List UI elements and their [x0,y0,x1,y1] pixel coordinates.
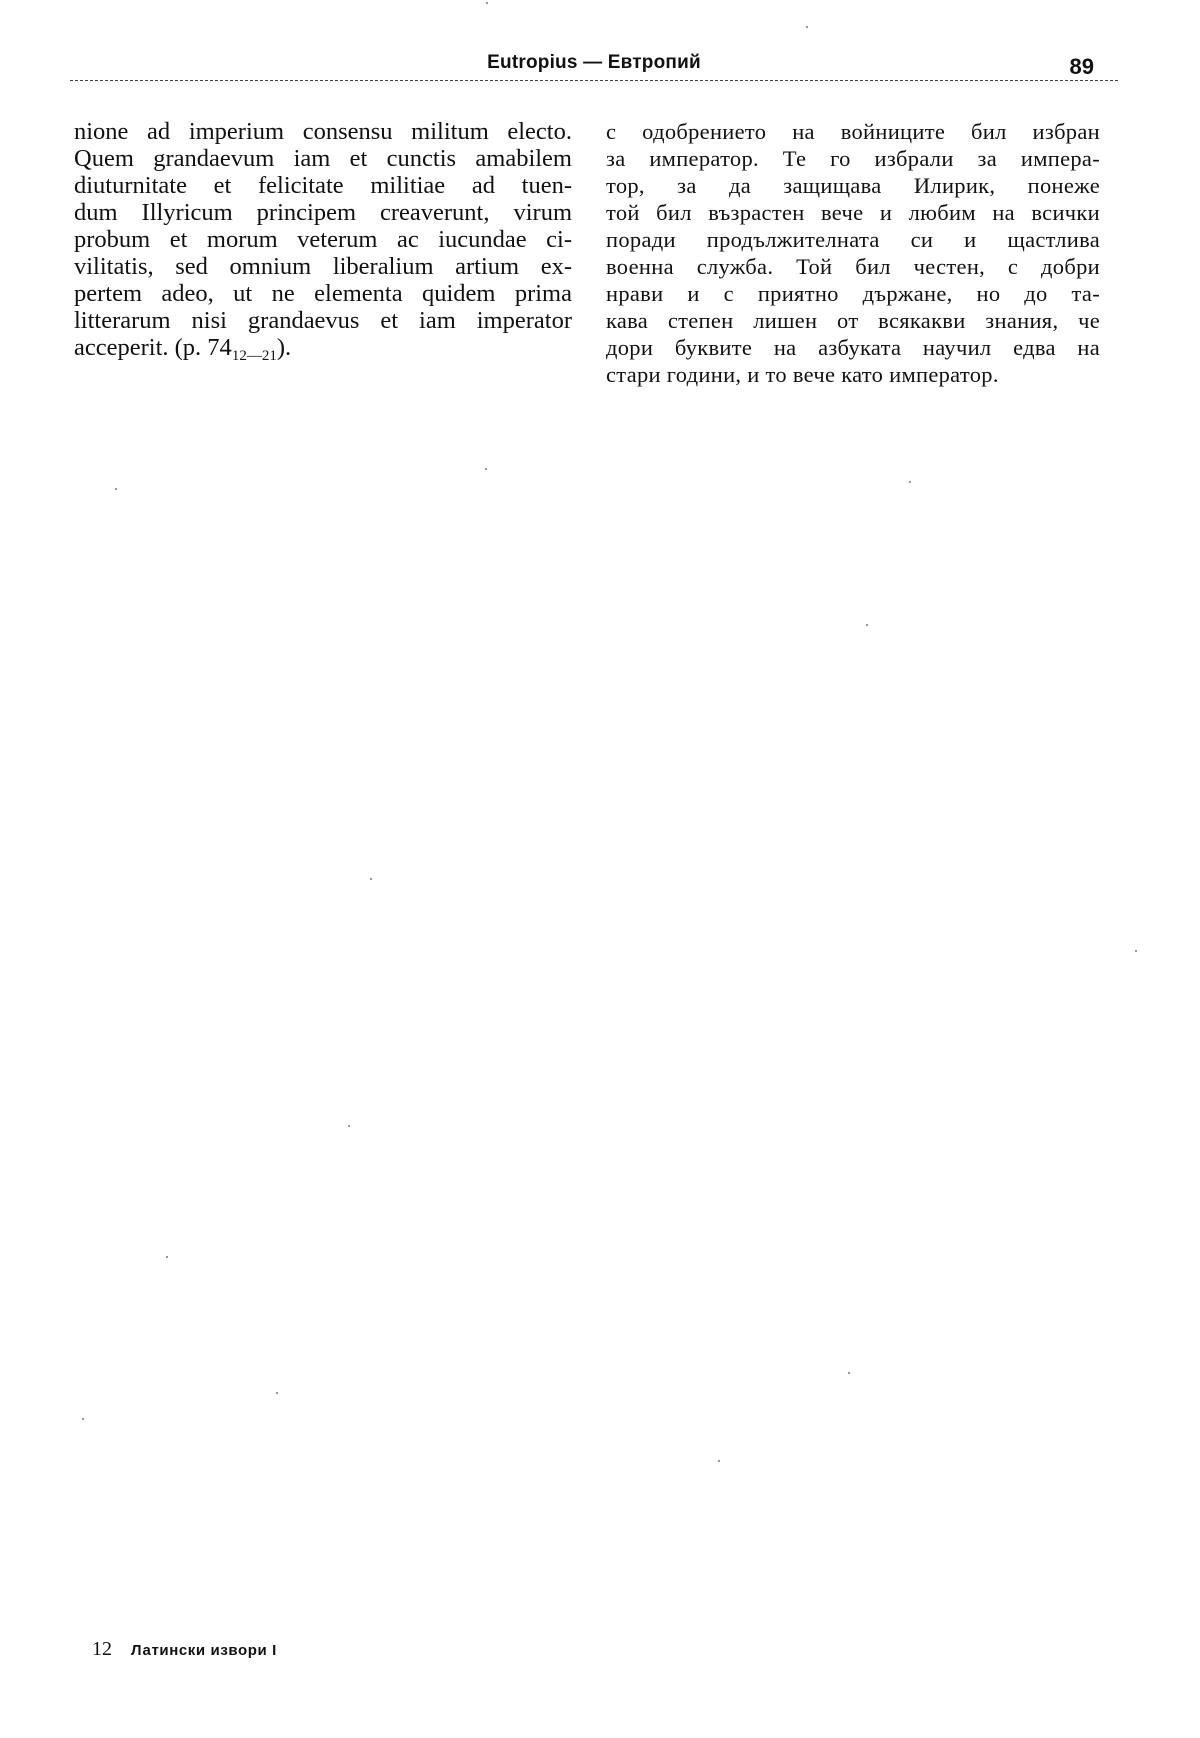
header-rule [70,80,1118,81]
scan-speck [370,878,372,880]
latin-line: Quem grandaevum iam et cunctis amabilem [74,145,572,172]
bulgarian-line: стари години, и то вече като император. [606,362,999,387]
scan-speck [486,2,488,4]
page-number: 89 [1069,54,1094,79]
scan-speck [1135,950,1137,952]
bulgarian-line: тор, за да защищава Илирик, понеже [606,173,1100,198]
scan-speck [348,1125,350,1127]
bulgarian-line: с одобрението на войниците бил избран [606,119,1100,144]
scan-speck [806,26,808,28]
scan-speck [115,488,117,490]
running-title: Eutropius — Евтропий [487,52,701,73]
scan-speck [866,624,868,626]
latin-line: diuturnitate et felicitate militiae ad tuen- [74,172,572,199]
latin-last-line-end: ). [276,334,292,361]
page-footer [92,1638,277,1661]
scan-speck [166,1256,168,1258]
latin-line: dum Illyricum principem creaverunt, virum [74,199,572,226]
latin-text-column [74,118,572,364]
latin-line: pertem adeo, ut ne elementa quidem prima [74,280,572,307]
bulgarian-line: той бил възрастен вече и любим на всички [606,200,1100,225]
latin-line: probum et morum veterum ac iucundae ci- [74,226,572,253]
bulgarian-line: за император. Те го избрали за импера- [606,146,1100,171]
scan-speck [485,468,487,470]
page-reference-subscript: 12—21 [231,348,277,364]
latin-last-line-text: acceperit. (p. 74 [74,334,232,361]
signature-number: 12 [92,1638,112,1660]
bulgarian-line: дори буквите на азбуката научил едва на [606,335,1100,360]
latin-line: nione ad imperium consensu militum electo. [74,118,572,145]
bulgarian-line: военна служба. Той бил честен, с добри [606,254,1100,279]
bulgarian-line: нрави и с приятно държане, но до та- [606,281,1100,306]
latin-last-line [74,334,572,364]
signature-title: Латински извори I [131,1642,277,1659]
bulgarian-text-column [606,118,1100,388]
scan-speck [909,481,911,483]
bulgarian-line: кава степен лишен от всякакви знания, че [606,308,1100,333]
latin-line: vilitatis, sed omnium liberalium artium ex- [74,253,572,280]
scan-speck [848,1372,850,1374]
scan-speck [82,1418,84,1420]
page-header [70,44,1118,84]
latin-line: litterarum nisi grandaevus et iam imperator [74,307,572,334]
scan-speck [718,1460,720,1462]
scan-speck [276,1392,278,1394]
bulgarian-line: поради продължителната си и щастлива [606,227,1100,252]
